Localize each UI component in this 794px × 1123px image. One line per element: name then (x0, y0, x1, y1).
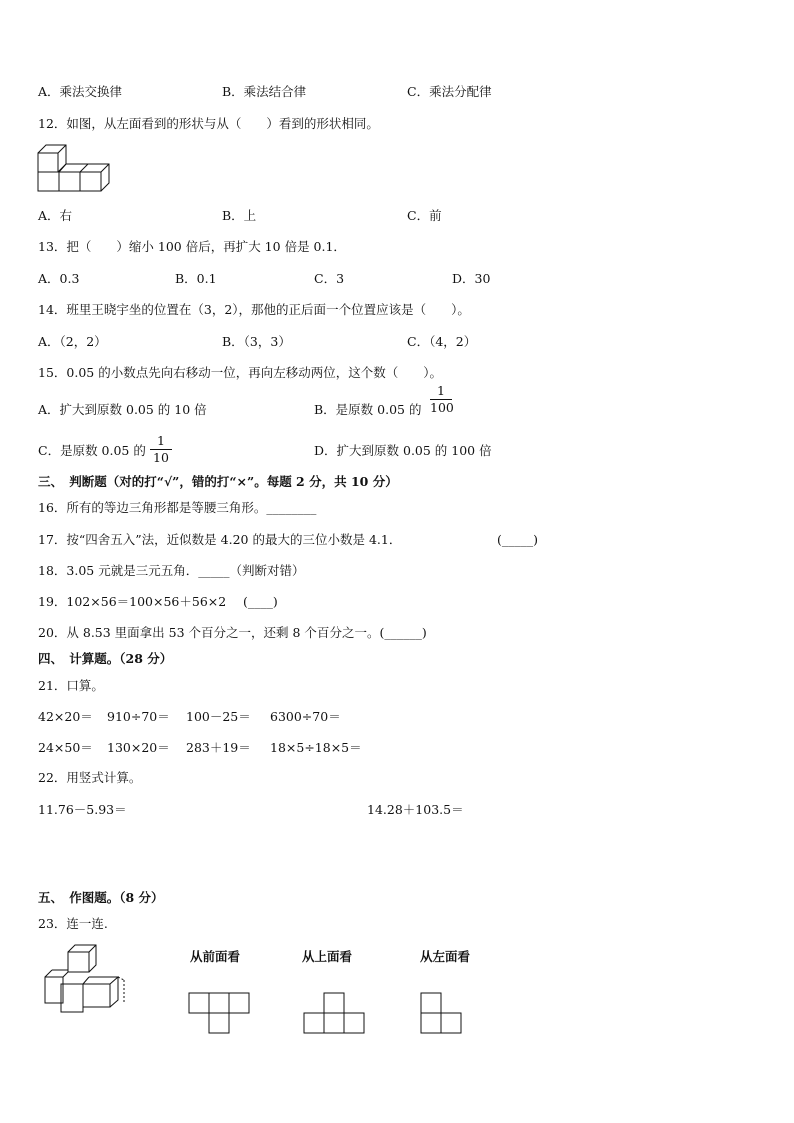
q12-cube-figure (38, 145, 114, 193)
q15-question: 15．0.05 的小数点先向右移动一位，再向左移动两位，这个数（ ）。 (38, 365, 442, 380)
label-left-view: 从左面看 (420, 949, 471, 964)
mental-calc-1-4: 6300÷70＝ (270, 709, 341, 724)
label-top-view: 从上面看 (302, 949, 353, 964)
q13-option-c: C．3 (314, 271, 345, 286)
mental-calc-2-1: 24×50＝ (38, 740, 93, 755)
mental-calc-2-4: 18×5÷18×5＝ (270, 740, 362, 755)
q17-statement: 17．按“四舍五入”法，近似数是 4.20 的最大的三位小数是 4.1． (38, 532, 402, 547)
q23-solid-figure (44, 944, 134, 1016)
q21-title: 21．口算。 (38, 678, 104, 693)
mental-calc-2-3: 283＋19＝ (186, 740, 251, 755)
q18-statement: 18．3.05 元就是三元五角．_____（判断对错） (38, 563, 305, 578)
q15-option-d: D．扩大到原数 0.05 的 100 倍 (314, 443, 492, 458)
q15-option-b: B．是原数 0.05 的 (314, 402, 422, 417)
q11-option-c: C．乘法分配律 (407, 84, 492, 99)
mental-calc-1-1: 42×20＝ (38, 709, 93, 724)
q23-title: 23．连一连. (38, 916, 108, 931)
left-view-shape (421, 993, 465, 1035)
q15-option-a: A．扩大到原数 0.05 的 10 倍 (38, 402, 207, 417)
section3-heading: 三、 判断题（对的打“√”，错的打“×”。每题 2 分，共 10 分） (38, 474, 398, 489)
q14-option-c: C．（4，2） (407, 334, 477, 349)
fraction-denominator: 100 (430, 400, 454, 415)
q15-option-c: C．是原数 0.05 的 (38, 443, 146, 458)
q15-option-b-fraction (430, 384, 452, 415)
q20-statement: 20．从 8.53 里面拿出 53 个百分之一，还剩 8 个百分之一。(______) (38, 625, 427, 640)
q12-option-c: C．前 (407, 208, 442, 223)
vertical-calc-1: 11.76－5.93＝ (38, 802, 127, 817)
q12-option-b: B．上 (222, 208, 257, 223)
fraction-numerator: 1 (157, 433, 165, 448)
q13-option-a: A．0.3 (38, 271, 80, 286)
q19-answer-blank[interactable]: (____) (243, 594, 278, 609)
q13-option-b: B．0.1 (175, 271, 217, 286)
front-view-shape (189, 993, 251, 1035)
q14-option-a: A．（2，2） (38, 334, 107, 349)
fraction-denominator: 10 (153, 450, 169, 465)
q19-statement: 19．102×56＝100×56＋56×2 (38, 594, 227, 609)
q13-option-d: D．30 (452, 271, 491, 286)
q14-option-b: B．（3，3） (222, 334, 291, 349)
label-front-view: 从前面看 (190, 949, 241, 964)
q16-statement: 16．所有的等边三角形都是等腰三角形。________ (38, 500, 317, 515)
mental-calc-2-2: 130×20＝ (107, 740, 170, 755)
q12-question: 12．如图，从左面看到的形状与从（ ）看到的形状相同。 (38, 116, 379, 131)
mental-calc-1-3: 100－25＝ (186, 709, 251, 724)
mental-calc-1-2: 910÷70＝ (107, 709, 170, 724)
q15-option-c-fraction (150, 434, 172, 465)
section4-heading: 四、 计算题。（28 分） (38, 651, 173, 666)
top-view-shape (304, 993, 366, 1035)
q14-question: 14．班里王晓宇坐的位置在（3，2），那他的正后面一个位置应该是（ ）。 (38, 302, 470, 317)
vertical-calc-2: 14.28＋103.5＝ (367, 802, 464, 817)
fraction-numerator: 1 (437, 383, 445, 398)
q11-option-a: A．乘法交换律 (38, 84, 123, 99)
q13-question: 13．把（ ）缩小 100 倍后，再扩大 10 倍是 0.1． (38, 239, 346, 254)
section5-heading: 五、 作图题。（8 分） (38, 890, 164, 905)
q22-title: 22．用竖式计算。 (38, 770, 142, 785)
q12-option-a: A．右 (38, 208, 73, 223)
q17-answer-blank[interactable]: (_____) (497, 532, 539, 547)
q11-option-b: B．乘法结合律 (222, 84, 307, 99)
